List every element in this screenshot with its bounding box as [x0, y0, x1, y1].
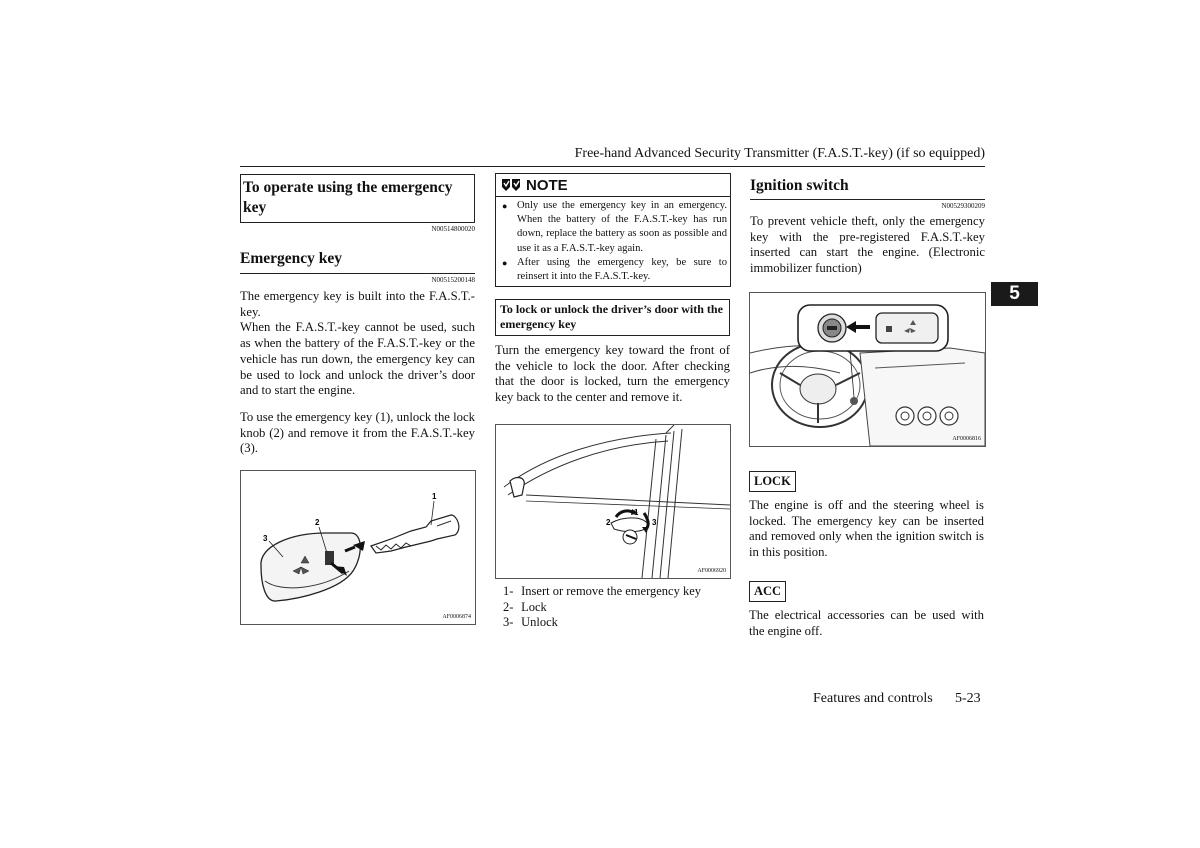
callout-3: 3 — [652, 518, 657, 527]
subsection-title-door-lock: To lock or unlock the driver’s door with the emergency key — [495, 299, 730, 336]
callout-2: 2 — [606, 518, 611, 527]
acc-label: ACC — [749, 581, 786, 602]
figure-legend — [503, 584, 729, 631]
footer-section: Features and controls — [813, 691, 933, 706]
section-rule — [750, 199, 985, 200]
figure-code: AF0006874 — [442, 614, 471, 620]
note-icon — [500, 177, 522, 193]
section-title-ignition-switch: Ignition switch — [750, 177, 849, 194]
figure-door-lock — [495, 424, 731, 579]
callout-2: 2 — [315, 518, 320, 527]
note-item: ● Only use the emergency key in an emergency. When the battery of the F.A.S.T.-key has run down, replace the battery as soon as possible and use it as a F.A.S.T.-key again. — [502, 199, 727, 256]
note-header — [496, 174, 730, 197]
lock-position — [749, 471, 984, 561]
note-list — [496, 197, 730, 286]
subsection-code: N00515200148 — [431, 276, 475, 284]
figure-fast-key — [240, 470, 476, 625]
paragraph: When the F.A.S.T.-key cannot be used, such as when the battery of the F.A.S.T.-key or the vehicle has run down, the emergency key can be used to lock and unlock the driver’s door and to start the engine. — [240, 320, 475, 398]
chapter-tab: 5 — [991, 282, 1038, 306]
callout-1: 1 — [634, 508, 639, 517]
section-code: N00514800020 — [431, 225, 475, 233]
figure-code: AF0006920 — [697, 568, 726, 574]
lock-label: LOCK — [749, 471, 796, 492]
left-column — [240, 174, 475, 457]
legend-item: 2- Lock — [503, 599, 547, 614]
legend-item: 3- Unlock — [503, 615, 558, 629]
subsection-rule — [240, 273, 475, 274]
paragraph: The engine is off and the steering wheel is locked. The emergency key can be inserted and removed only when the ignition switch is in this position. — [749, 498, 984, 560]
callout-3: 3 — [263, 534, 268, 543]
ignition-illustration — [750, 293, 985, 446]
door-lock-illustration — [496, 425, 730, 578]
section-title-emergency-operation: To operate using the emergency key — [240, 174, 475, 222]
figure-code: AF0006816 — [952, 436, 981, 442]
header-rule — [240, 166, 985, 167]
fast-key-illustration — [241, 471, 475, 624]
callout-1: 1 — [432, 492, 437, 501]
section-rule — [240, 222, 475, 223]
subsection-title-emergency-key: Emergency key — [240, 250, 343, 267]
figure-ignition-switch — [749, 292, 986, 447]
running-header: Free-hand Advanced Security Transmitter (F.A.S.T.-key) (if so equipped) — [574, 146, 985, 161]
note-label: NOTE — [526, 176, 568, 194]
legend-item: 1- Insert or remove the emergency key — [503, 584, 702, 598]
paragraph: The electrical accessories can be used with the engine off. — [749, 608, 984, 638]
page-number: 5-23 — [955, 691, 981, 706]
paragraph: To prevent vehicle theft, only the emergency key with the pre-registered F.A.S.T.-key inserted can start the engine. (Electronic immobilizer function) — [750, 214, 985, 276]
note-box — [495, 173, 731, 287]
paragraph: Turn the emergency key toward the front of the vehicle to lock the door. After checking that the door is locked, turn the emergency key back to the center and remove it. — [495, 343, 730, 405]
right-column — [750, 174, 985, 277]
paragraph: To use the emergency key (1), unlock the lock knob (2) and remove it from the F.A.S.T.-key (3). — [240, 409, 475, 456]
acc-position — [749, 581, 984, 639]
paragraph: The emergency key is built into the F.A.S.T.-key. — [240, 289, 475, 319]
section-code: N00529300209 — [941, 202, 985, 210]
note-item: ● After using the emergency key, be sure to reinsert it into the F.A.S.T.-key. — [502, 256, 727, 284]
